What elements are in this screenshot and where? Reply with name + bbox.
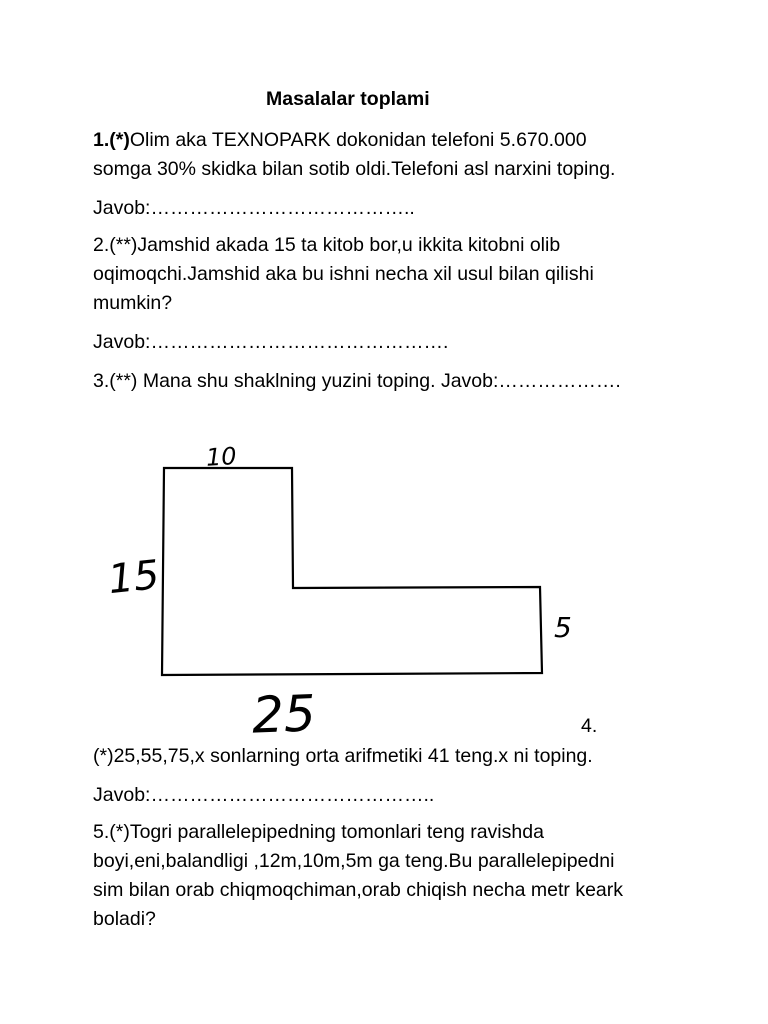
problem-5-line-3: sim bilan orab chiqmoqchiman,orab chiqish necha metr keark	[93, 879, 624, 901]
problem-1-number: 1.(*)	[93, 129, 130, 151]
problem-5-line-2: boyi,eni,balandligi ,12m,10m,5m ga teng.Bu parallelepipedni	[93, 850, 615, 872]
label-left: 15	[106, 552, 162, 604]
problem-1-line-1	[93, 126, 587, 155]
problem-2-answer: Javob:……………………………………….	[93, 331, 449, 353]
problem-2-line-2: oqimoqchi.Jamshid aka bu ishni necha xil usul bilan qilishi	[93, 263, 594, 285]
problem-5-line-4: boladi?	[93, 908, 156, 930]
document-title: Masalalar toplami	[266, 88, 430, 110]
l-shape-figure	[100, 435, 600, 745]
label-right: 5	[554, 611, 572, 644]
l-shape-outline	[162, 468, 542, 675]
problem-2-line-1: 2.(**)Jamshid akada 15 ta kitob bor,u ikkita kitobni olib	[93, 234, 561, 256]
problem-3-line-1: 3.(**) Mana shu shaklning yuzini toping. Javob:……………….	[93, 370, 621, 392]
problem-4-line-1: (*)25,55,75,x sonlarning orta arifmetiki 41 teng.x ni toping.	[93, 745, 593, 767]
problem-4-number: 4.	[581, 715, 598, 737]
problem-4-answer: Javob:……………………………………..	[93, 784, 435, 806]
problem-1-answer: Javob:…………………………………..	[93, 197, 415, 219]
label-bottom: 25	[250, 684, 317, 745]
label-top: 10	[205, 442, 238, 472]
problem-1-text-1: Olim aka TEXNOPARK dokonidan telefoni 5.670.000	[129, 129, 587, 151]
problem-1-line-2: somga 30% skidka bilan sotib oldi.Telefoni asl narxini toping.	[93, 158, 616, 180]
problem-2-line-3: mumkin?	[93, 292, 173, 314]
problem-5-line-1: 5.(*)Togri parallelepipedning tomonlari teng ravishda	[93, 821, 544, 843]
